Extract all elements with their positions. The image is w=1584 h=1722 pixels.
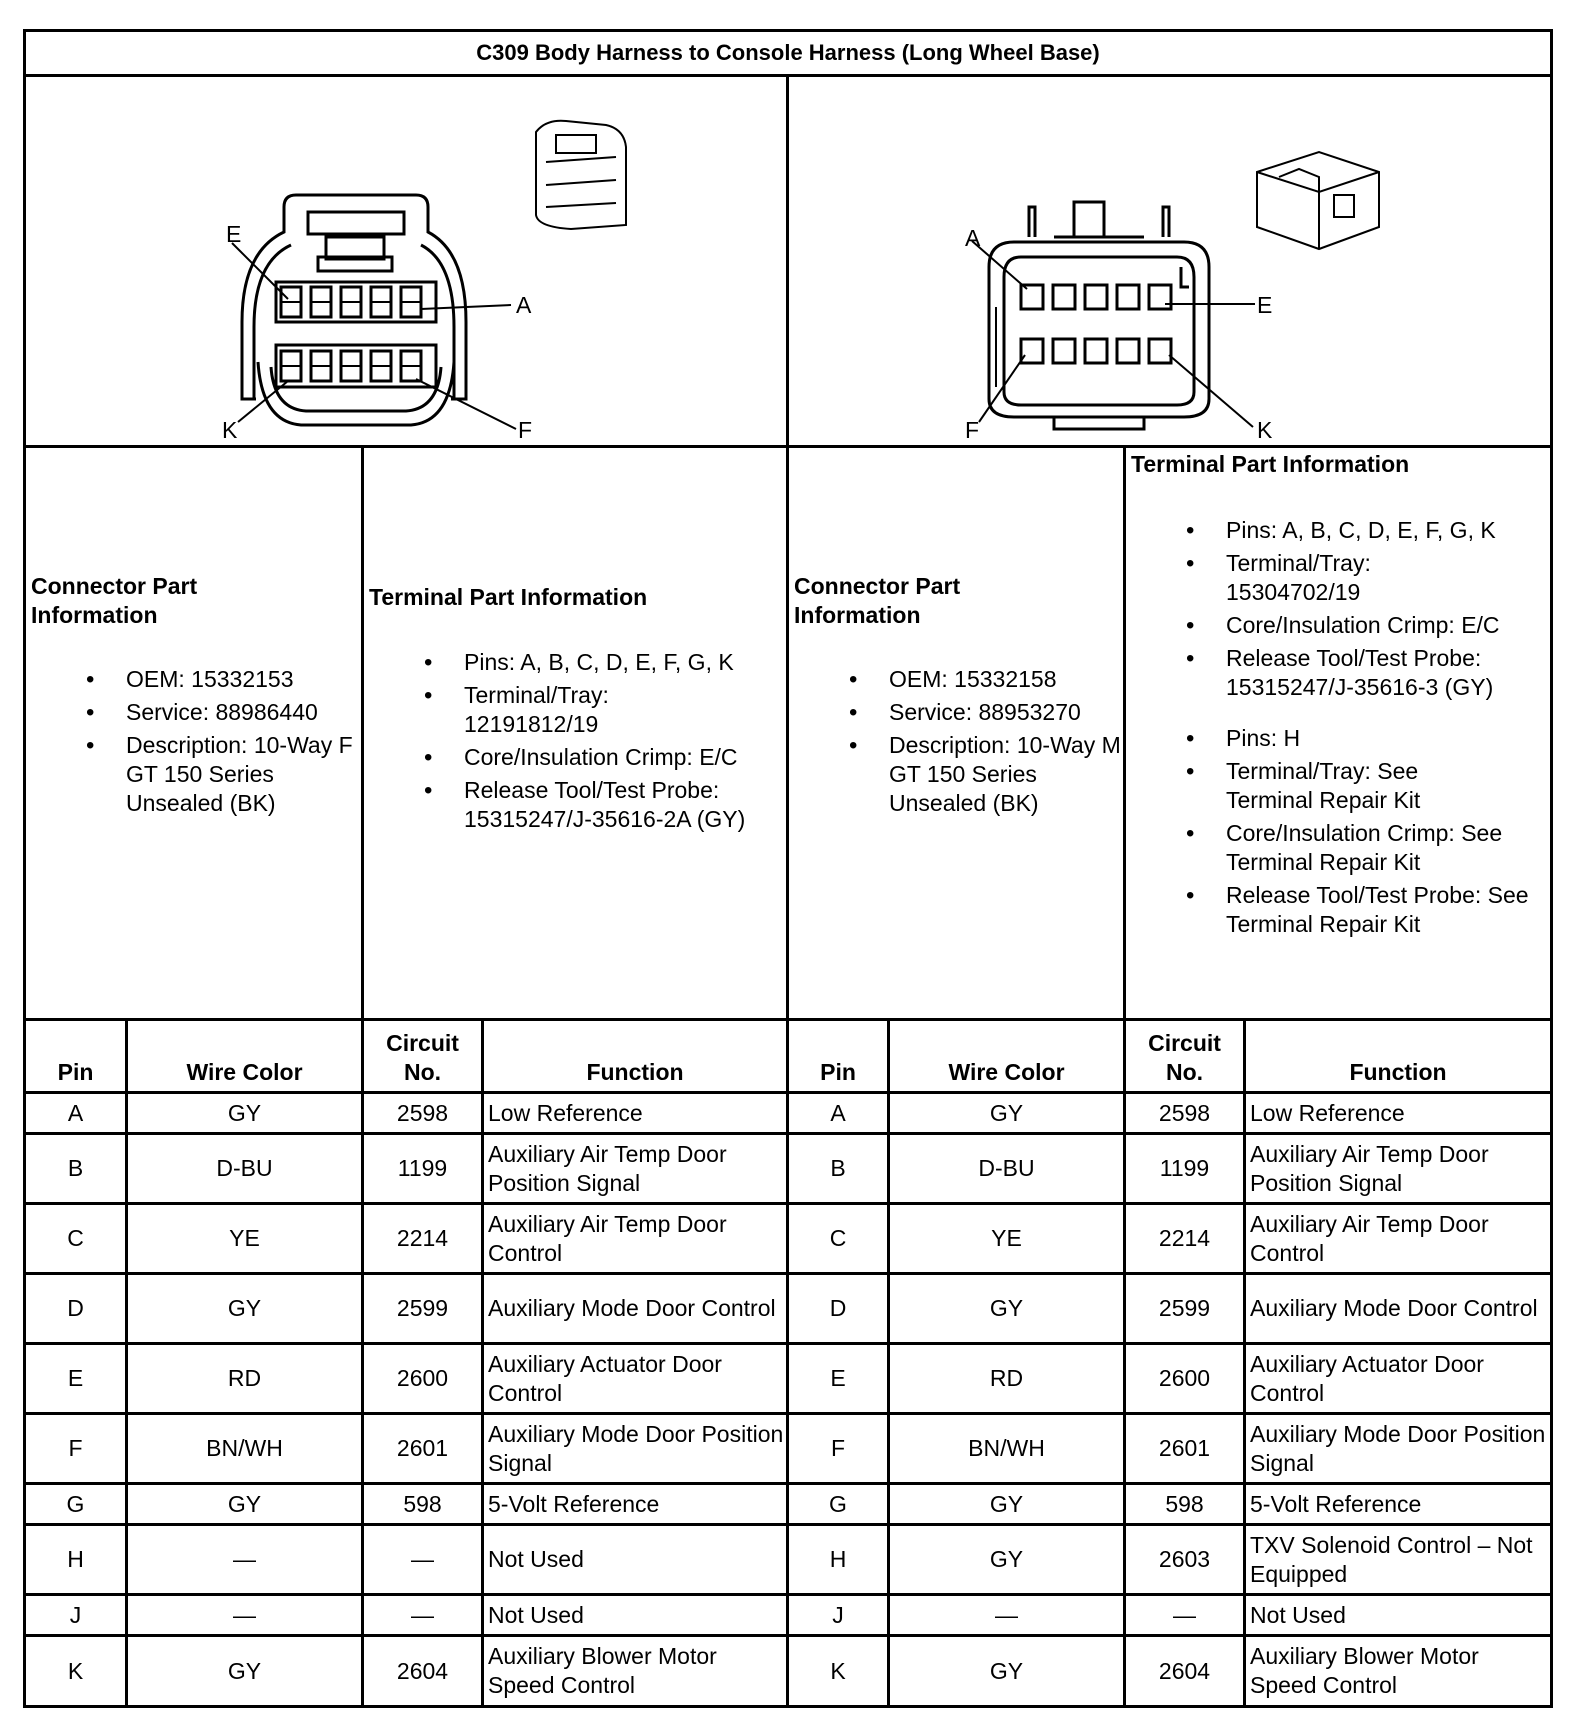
circuit-cell: — <box>363 1595 483 1636</box>
wire-color-cell: GY <box>127 1274 363 1344</box>
circuit-cell: 598 <box>1125 1484 1245 1525</box>
list-item: • Terminal/Tray: 12191812/19 <box>424 681 694 739</box>
circuit-cell: 2603 <box>1125 1525 1245 1595</box>
pin-cell: H <box>788 1525 889 1595</box>
list-item: • OEM: 15332153 <box>86 665 366 694</box>
left-terminal-part-info <box>363 447 788 1020</box>
pin-f-label: F <box>518 417 533 443</box>
col-circuit: Circuit No. <box>1125 1020 1245 1093</box>
col-function: Function <box>483 1020 788 1093</box>
pin-cell: A <box>25 1093 127 1134</box>
function-cell: Auxiliary Air Temp Door Control <box>1245 1204 1552 1274</box>
wire-color-cell: — <box>889 1595 1125 1636</box>
function-cell: Not Used <box>483 1525 788 1595</box>
pin-cell: J <box>788 1595 889 1636</box>
wire-color-cell: YE <box>127 1204 363 1274</box>
circuit-cell: 2599 <box>1125 1274 1245 1344</box>
wire-color-cell: GY <box>127 1484 363 1525</box>
list-item: • Release Tool/Test Probe: See Terminal Repair Kit <box>1186 881 1546 939</box>
circuit-cell: 598 <box>363 1484 483 1525</box>
table-row <box>25 1414 1552 1484</box>
function-cell: 5-Volt Reference <box>1245 1484 1552 1525</box>
circuit-cell: 2600 <box>363 1344 483 1414</box>
pin-a-label: A <box>516 292 532 318</box>
col-wire-color: Wire Color <box>127 1020 363 1093</box>
wire-color-cell: RD <box>127 1344 363 1414</box>
wire-color-cell: GY <box>889 1484 1125 1525</box>
circuit-cell: 2214 <box>1125 1204 1245 1274</box>
function-cell: TXV Solenoid Control – Not Equipped <box>1245 1525 1552 1595</box>
pin-cell: B <box>788 1134 889 1204</box>
list-item: • Core/Insulation Crimp: E/C <box>1186 611 1546 640</box>
wire-color-cell: — <box>127 1595 363 1636</box>
pin-cell: K <box>25 1636 127 1707</box>
list-item: • Pins: H <box>1186 724 1546 753</box>
wire-color-cell: YE <box>889 1204 1125 1274</box>
pin-cell: F <box>25 1414 127 1484</box>
table-row <box>25 1274 1552 1344</box>
pin-cell: G <box>788 1484 889 1525</box>
list-item: • Core/Insulation Crimp: E/C <box>424 743 784 772</box>
wire-color-cell: RD <box>889 1344 1125 1414</box>
wire-color-cell: GY <box>889 1274 1125 1344</box>
pin-cell: J <box>25 1595 127 1636</box>
pin-e-label: E <box>226 221 242 247</box>
wire-color-cell: GY <box>889 1093 1125 1134</box>
circuit-cell: 2601 <box>363 1414 483 1484</box>
function-cell: Auxiliary Mode Door Position Signal <box>1245 1414 1552 1484</box>
table-row <box>25 1204 1552 1274</box>
circuit-cell: 1199 <box>363 1134 483 1204</box>
table-header-row <box>25 1020 1552 1093</box>
list-item: • Release Tool/Test Probe: 15315247/J-35616-2A (GY) <box>424 776 784 834</box>
circuit-cell: 2604 <box>363 1636 483 1707</box>
table-row <box>25 1344 1552 1414</box>
circuit-cell: 2598 <box>363 1093 483 1134</box>
connector-info-list <box>86 665 366 818</box>
function-cell: Auxiliary Blower Motor Speed Control <box>1245 1636 1552 1707</box>
circuit-cell: 2214 <box>363 1204 483 1274</box>
list-item: • Pins: A, B, C, D, E, F, G, K <box>424 648 784 677</box>
right-terminal-part-info <box>1125 447 1552 1020</box>
connector-info-heading: Connector Part Information <box>31 573 198 628</box>
wire-color-cell: D-BU <box>889 1134 1125 1204</box>
circuit-cell: 2599 <box>363 1274 483 1344</box>
function-cell: Auxiliary Mode Door Control <box>483 1274 788 1344</box>
wire-color-cell: D-BU <box>127 1134 363 1204</box>
circuit-cell: 2598 <box>1125 1093 1245 1134</box>
terminal-info-heading: Terminal Part Information <box>1131 451 1410 477</box>
pin-cell: E <box>25 1344 127 1414</box>
function-cell: Auxiliary Actuator Door Control <box>483 1344 788 1414</box>
list-item: • OEM: 15332158 <box>849 665 1129 694</box>
pin-cell: G <box>25 1484 127 1525</box>
circuit-cell: — <box>1125 1595 1245 1636</box>
circuit-cell: 2604 <box>1125 1636 1245 1707</box>
list-item: • Pins: A, B, C, D, E, F, G, K <box>1186 516 1546 545</box>
pin-cell: B <box>25 1134 127 1204</box>
col-pin: Pin <box>25 1020 127 1093</box>
table-row <box>25 1484 1552 1525</box>
pin-k-label: K <box>1257 417 1273 443</box>
table-row <box>25 1134 1552 1204</box>
pin-f-label: F <box>965 417 980 443</box>
female-connector-diagram <box>25 76 788 447</box>
terminal-info-list <box>1186 516 1546 702</box>
col-circuit: Circuit No. <box>363 1020 483 1093</box>
function-cell: Auxiliary Actuator Door Control <box>1245 1344 1552 1414</box>
pin-cell: C <box>25 1204 127 1274</box>
function-cell: 5-Volt Reference <box>483 1484 788 1525</box>
circuit-cell: 1199 <box>1125 1134 1245 1204</box>
left-connector-part-info <box>25 447 363 1020</box>
pin-e-label: E <box>1257 292 1273 318</box>
list-item: • Release Tool/Test Probe: 15315247/J-35616-3 (GY) <box>1186 644 1536 702</box>
terminal-info-heading: Terminal Part Information <box>369 584 648 610</box>
function-cell: Auxiliary Mode Door Position Signal <box>483 1414 788 1484</box>
function-cell: Auxiliary Air Temp Door Position Signal <box>483 1134 788 1204</box>
pin-cell: D <box>25 1274 127 1344</box>
wire-color-cell: GY <box>127 1636 363 1707</box>
circuit-cell: — <box>363 1525 483 1595</box>
terminal-info-list-h <box>1186 724 1546 939</box>
list-item: • Service: 88986440 <box>86 698 366 727</box>
pin-cell: F <box>788 1414 889 1484</box>
table-row <box>25 1595 1552 1636</box>
terminal-info-list <box>424 648 784 834</box>
table-row <box>25 1525 1552 1595</box>
connector-info-heading: Connector Part Information <box>794 573 961 628</box>
function-cell: Auxiliary Mode Door Control <box>1245 1274 1552 1344</box>
male-connector-face-icon <box>789 77 1549 445</box>
table-row <box>25 1636 1552 1707</box>
male-connector-diagram <box>788 76 1552 447</box>
pin-cell: C <box>788 1204 889 1274</box>
pin-cell: E <box>788 1344 889 1414</box>
list-item: • Core/Insulation Crimp: See Terminal Repair Kit <box>1186 819 1546 877</box>
wire-color-cell: — <box>127 1525 363 1595</box>
pin-cell: H <box>25 1525 127 1595</box>
wire-color-cell: BN/WH <box>127 1414 363 1484</box>
circuit-cell: 2601 <box>1125 1414 1245 1484</box>
function-cell: Auxiliary Blower Motor Speed Control <box>483 1636 788 1707</box>
circuit-cell: 2600 <box>1125 1344 1245 1414</box>
list-item: • Terminal/Tray: See Terminal Repair Kit <box>1186 757 1486 815</box>
pin-cell: A <box>788 1093 889 1134</box>
col-function: Function <box>1245 1020 1552 1093</box>
list-item: • Description: 10-Way M GT 150 Series Unsealed (BK) <box>849 731 1129 818</box>
wire-color-cell: GY <box>889 1525 1125 1595</box>
col-wire-color: Wire Color <box>889 1020 1125 1093</box>
wire-color-cell: GY <box>889 1636 1125 1707</box>
function-cell: Not Used <box>483 1595 788 1636</box>
list-item: • Service: 88953270 <box>849 698 1129 727</box>
function-cell: Not Used <box>1245 1595 1552 1636</box>
connector-end-view-table <box>23 29 1553 1708</box>
pin-cell: K <box>788 1636 889 1707</box>
connector-info-list <box>849 665 1129 818</box>
right-connector-part-info <box>788 447 1125 1020</box>
pin-a-label: A <box>965 225 981 251</box>
table-row <box>25 1093 1552 1134</box>
list-item: • Terminal/Tray: 15304702/19 <box>1186 549 1456 607</box>
function-cell: Auxiliary Air Temp Door Control <box>483 1204 788 1274</box>
wire-color-cell: BN/WH <box>889 1414 1125 1484</box>
female-connector-face-icon <box>26 77 786 445</box>
wire-color-cell: GY <box>127 1093 363 1134</box>
function-cell: Low Reference <box>1245 1093 1552 1134</box>
pin-cell: D <box>788 1274 889 1344</box>
pin-k-label: K <box>222 417 238 443</box>
function-cell: Low Reference <box>483 1093 788 1134</box>
function-cell: Auxiliary Air Temp Door Position Signal <box>1245 1134 1552 1204</box>
page-title: C309 Body Harness to Console Harness (Long Wheel Base) <box>25 31 1552 76</box>
col-pin: Pin <box>788 1020 889 1093</box>
list-item: • Description: 10-Way F GT 150 Series Unsealed (BK) <box>86 731 366 818</box>
